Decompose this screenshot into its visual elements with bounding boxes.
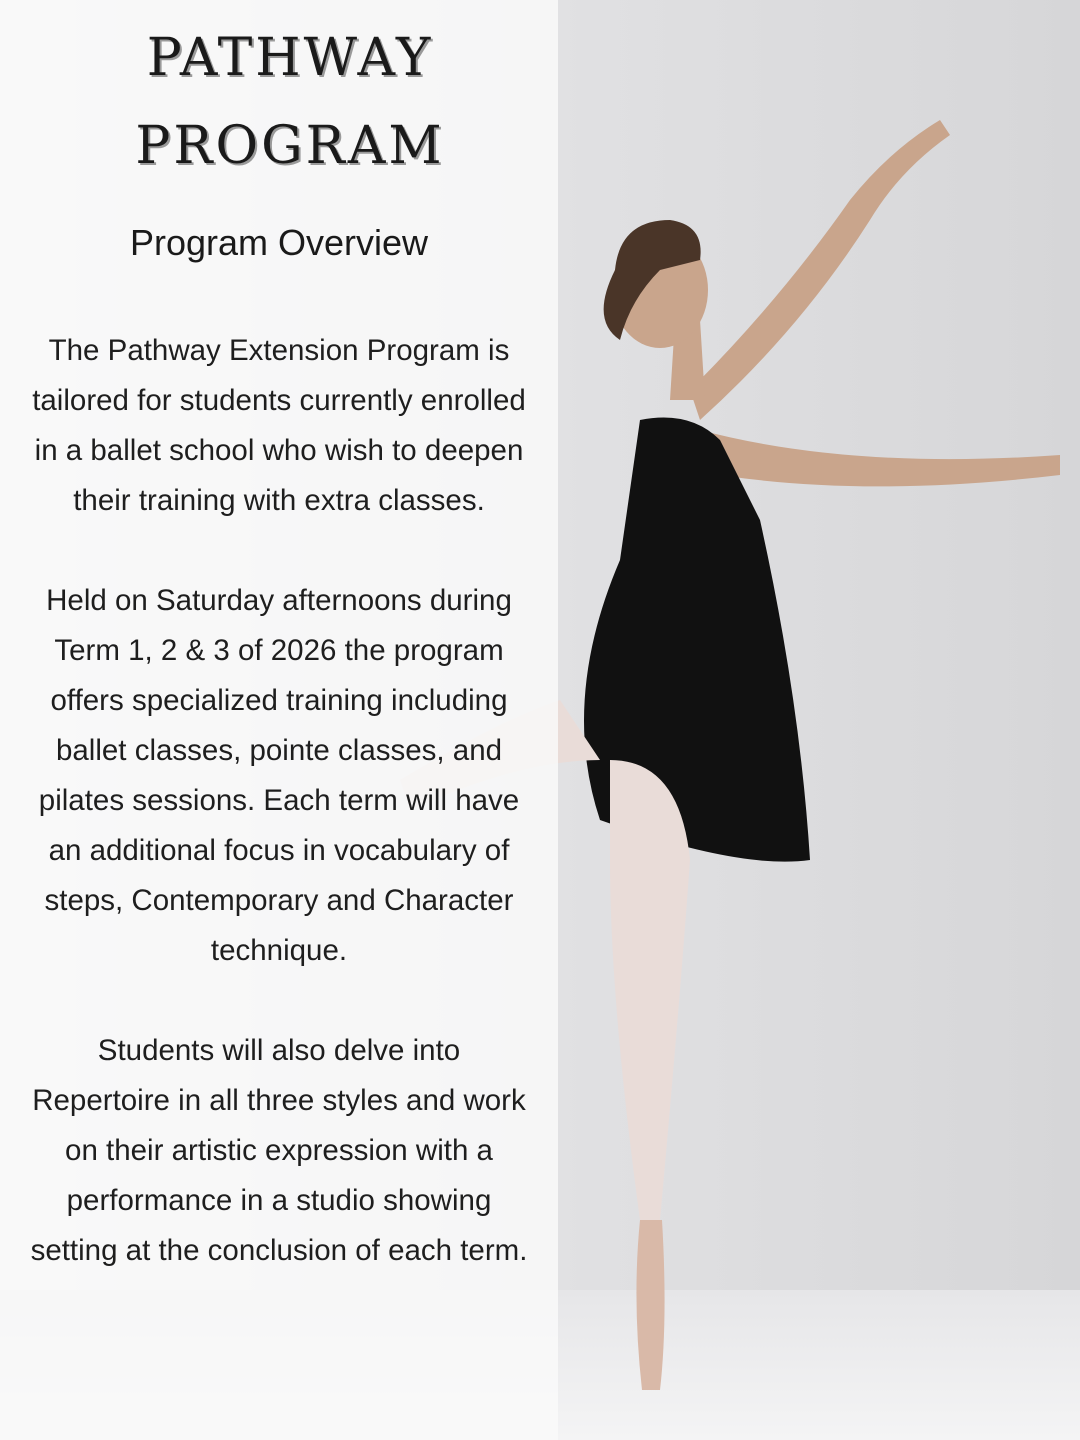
program-description	[0, 326, 558, 1326]
title-line-2: PROGRAM	[135, 116, 445, 176]
section-heading: Program Overview	[129, 222, 429, 263]
page-title	[0, 14, 580, 190]
title-line-1: PATHWAY	[146, 28, 434, 88]
paragraph-schedule: Held on Saturday afternoons during Term 1, 2 & 3 of 2026 the program offers specialized training including ballet classes, pointe classes, and pilates sessions. Each term will have an additional focus in vocabulary of steps, Contemporary and Character technique.	[38, 584, 520, 967]
paragraph-intro: The Pathway Extension Program is tailored for students currently enrolled in a ballet school who wish to deepen their training with extra classes.	[32, 334, 526, 517]
paragraph-repertoire: Students will also delve into Repertoire in all three styles and work on their artistic expression with a performance in a studio showing setting at the conclusion of each term.	[30, 1034, 528, 1267]
